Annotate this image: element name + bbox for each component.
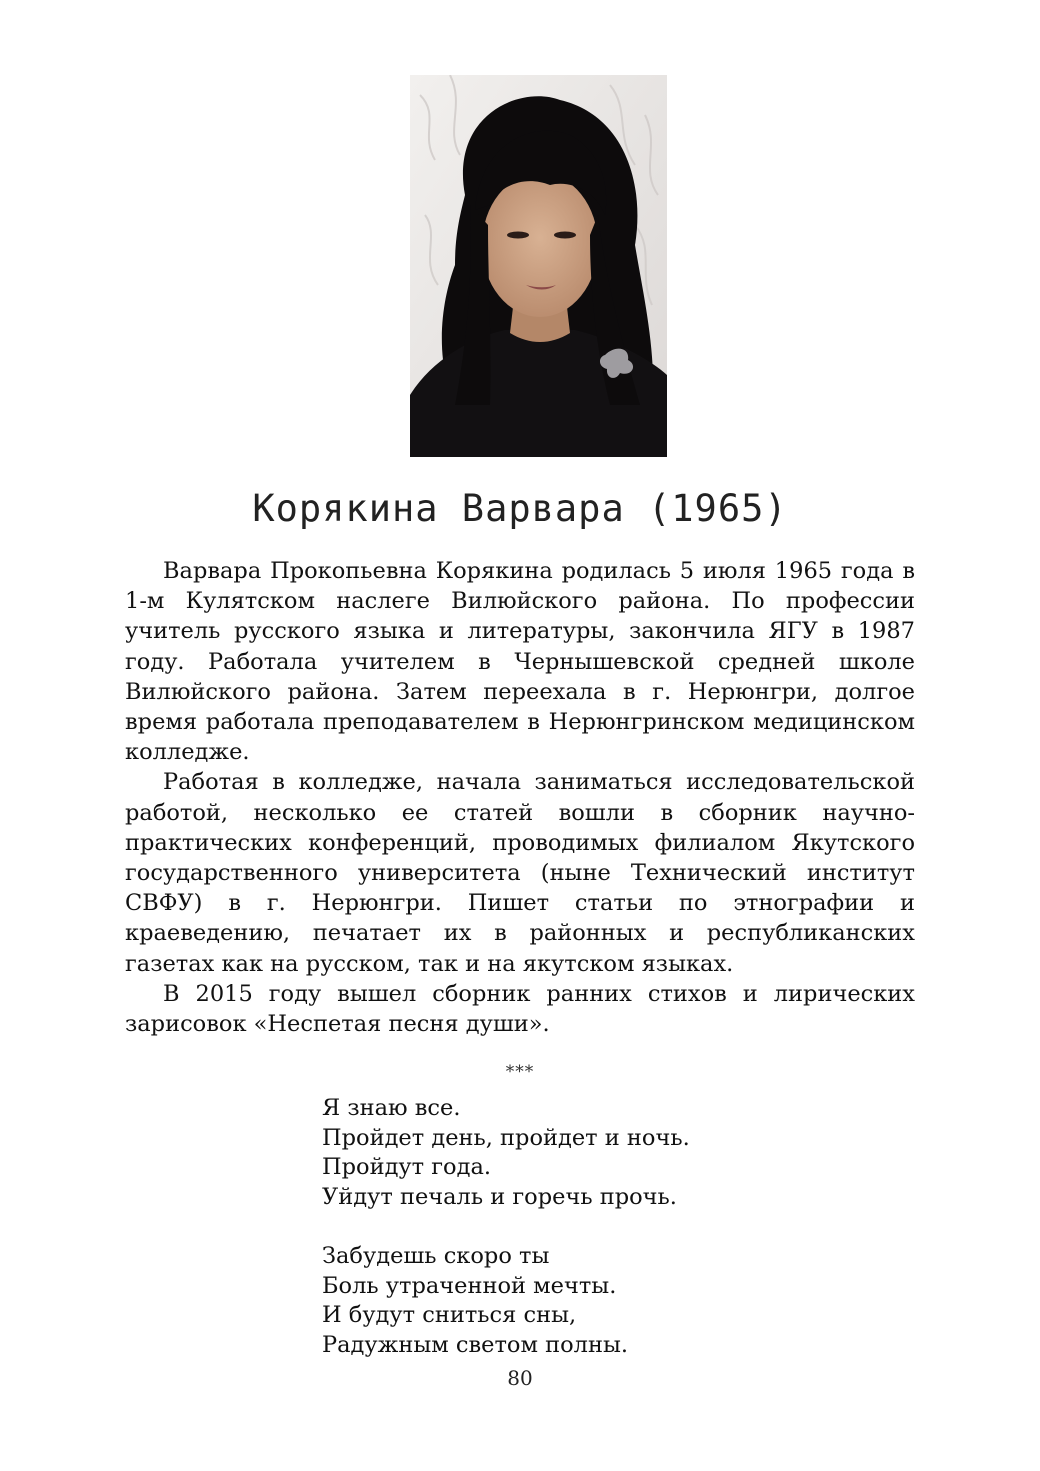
poem-line: Боль утраченной мечты. <box>322 1272 617 1299</box>
poem-line: Я знаю все. <box>322 1095 461 1121</box>
poem-line: Забудешь скоро ты <box>322 1242 550 1269</box>
poem <box>322 1094 690 1360</box>
poem-line: Пройдет день, пройдет и ночь. <box>322 1124 690 1151</box>
face <box>482 173 598 317</box>
poem-separator: *** <box>505 1062 535 1082</box>
poem-stanza <box>322 1094 690 1212</box>
poem-line: Уйдут печаль и горечь прочь. <box>322 1183 677 1210</box>
bio-paragraph: Работая в колледже, начала заниматься исследовательской работой, несколько ее статей вошли в сборник научно-практических конференций, проводимых филиалом Якутского государственного университета (ныне Технический институт СВФУ) в г. Нерюнгри. Пишет статьи по этнографии и краеведению, печатает их в районных и республиканских газетах как на русском, так и на якутском языках. <box>125 769 915 977</box>
left-eye <box>507 232 529 239</box>
biography-text <box>125 556 915 1039</box>
poem-line: Пройдут года. <box>322 1154 492 1181</box>
poem-line: И будут сниться сны, <box>322 1302 577 1329</box>
right-eye <box>554 232 576 239</box>
poem-line: Радужным светом полны. <box>322 1331 629 1358</box>
page-number: 80 <box>507 1366 533 1390</box>
bio-paragraph: Варвара Прокопьевна Корякина родилась 5 июля 1965 года в 1-м Кулятском наслеге Вилюйского района. По профессии учитель русского языка и литературы, закончила ЯГУ в 1987 году. Работала учителем в Чернышевской средней школе Вилюйского района. Затем переехала в г. Нерюнгри, долгое время работала преподавателем в Нерюнгринском медицинском колледже. <box>125 558 915 766</box>
poem-stanza <box>322 1242 690 1360</box>
bio-paragraph: В 2015 году вышел сборник ранних стихов и лирических зарисовок «Неспетая песня души». <box>125 980 915 1038</box>
author-portrait-photo <box>410 75 667 457</box>
author-name-heading: Корякина Варвара (1965) <box>252 487 788 530</box>
